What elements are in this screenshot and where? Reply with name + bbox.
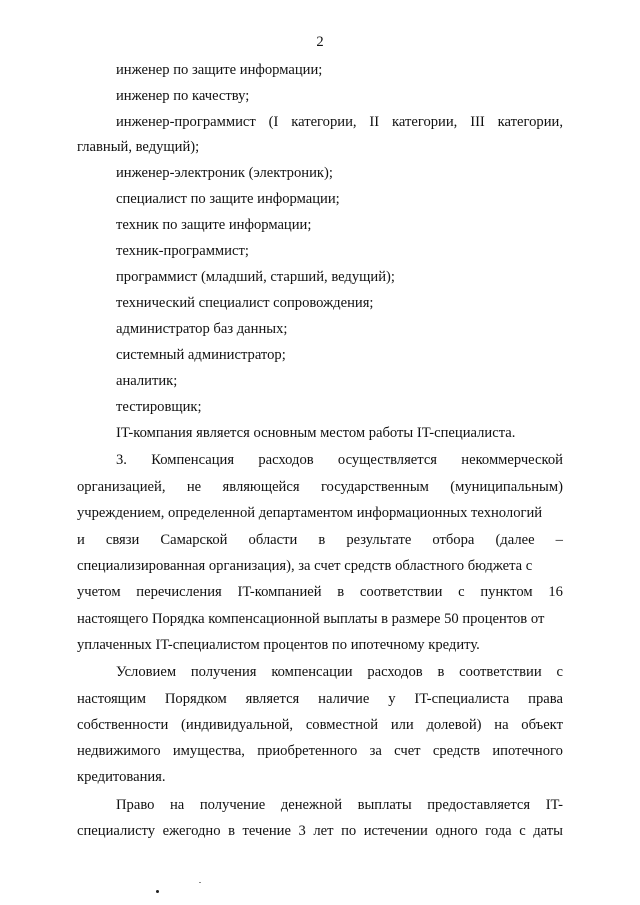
list-item: инженер-электроник (электроник); xyxy=(116,165,333,181)
paragraph-condition-line-3: собственности (индивидуальной, совместной или долевой) на объект xyxy=(77,717,563,733)
list-item: системный администратор; xyxy=(116,347,286,363)
list-item: специалист по защите информации; xyxy=(116,191,340,207)
paragraph-3-line-7: настоящего Порядка компенсационной выплаты в размере 50 процентов от xyxy=(77,611,545,627)
paragraph-condition-line-4: недвижимого имущества, приобретенного за счет средств ипотечного xyxy=(77,743,563,759)
list-item-programmer-line-2: главный, ведущий); xyxy=(77,139,200,155)
paragraph-3-line-6: учетом перечисления IT-компанией в соответствии с пунктом 16 xyxy=(77,584,563,600)
paragraph-3-line-5: специализированная организация), за счет средств областного бюджета с xyxy=(77,558,533,574)
paragraph-3-line-8: уплаченных IT-специалистом процентов по ипотечному кредиту. xyxy=(77,637,480,653)
list-item: администратор баз данных; xyxy=(116,321,288,337)
list-item: программист (младший, старший, ведущий); xyxy=(116,269,395,285)
paragraph-3-line-3: учреждением, определенной департаментом информационных технологий xyxy=(77,505,543,521)
paragraph-3-line-1: 3. Компенсация расходов осуществляется некоммерческой xyxy=(116,452,563,468)
paragraph-condition-line-5: кредитования. xyxy=(77,769,166,785)
paragraph-right-line-1: Право на получение денежной выплаты предоставляется IT- xyxy=(116,797,563,813)
it-company-sentence: IT-компания является основным местом работы IT-специалиста. xyxy=(116,425,516,441)
list-item: аналитик; xyxy=(116,373,178,389)
paragraph-3-line-2: организацией, не являющейся государственным (муниципальным) xyxy=(77,479,563,495)
scan-speck-mark xyxy=(199,882,201,883)
paragraph-right-line-2: специалисту ежегодно в течение 3 лет по истечении одного года с даты xyxy=(77,823,563,839)
list-item: техник-программист; xyxy=(116,243,249,259)
list-item: технический специалист сопровождения; xyxy=(116,295,374,311)
paragraph-3-line-4: и связи Самарской области в результате отбора (далее – xyxy=(77,532,563,548)
scan-speck-dot xyxy=(156,890,159,893)
page-number: 2 xyxy=(316,34,324,50)
paragraph-condition-line-1: Условием получения компенсации расходов в соответствии с xyxy=(116,664,563,680)
paragraph-condition-line-2: настоящим Порядком является наличие у IT-специалиста права xyxy=(77,691,563,707)
list-item: инженер по качеству; xyxy=(116,88,250,104)
list-item: техник по защите информации; xyxy=(116,217,312,233)
list-item: тестировщик; xyxy=(116,399,202,415)
list-item-programmer-line-1: инженер-программист (I категории, II категории, III категории, xyxy=(116,114,563,130)
list-item: инженер по защите информации; xyxy=(116,62,323,78)
